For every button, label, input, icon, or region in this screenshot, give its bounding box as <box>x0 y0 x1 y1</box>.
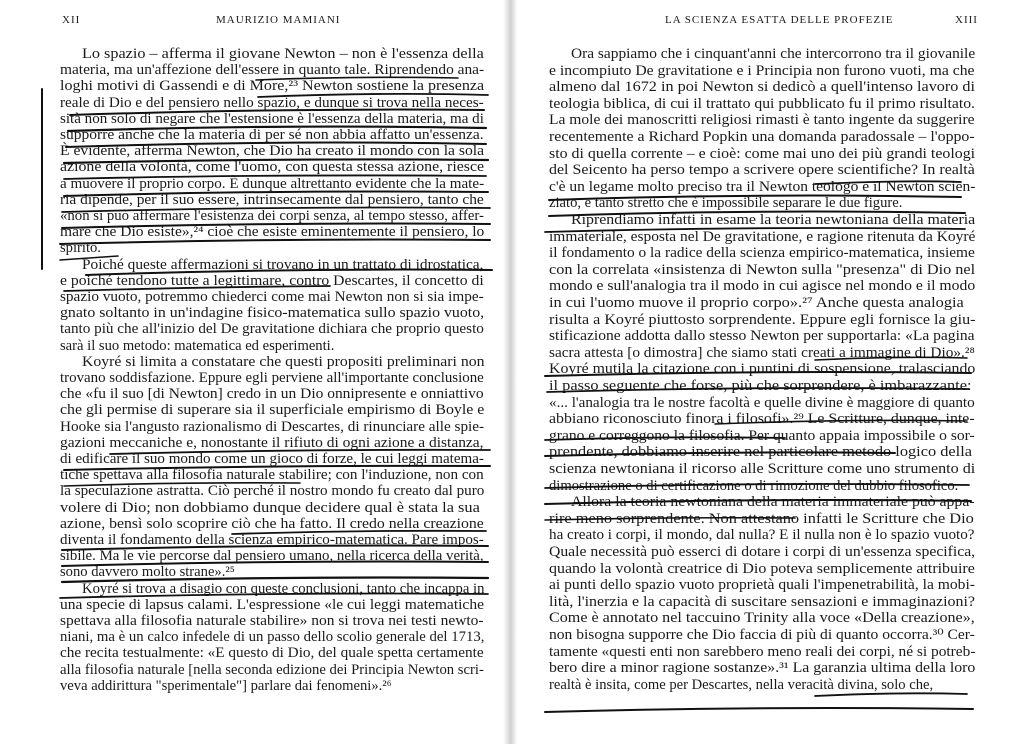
text-line: ha creato i corpi, il mondo, dal nulla? E il nulla non è lo spazio vuoto? <box>549 527 975 544</box>
text-line: sacra attesta [o dimostra] che siamo stati creati a immagine di Dio».²⁸ <box>549 344 975 361</box>
text-line: lità, l'inerzia e la capacità di suscitare sensazioni e immaginazioni? <box>549 593 976 610</box>
text-line: gnato soltanto in un'indagine fisico-matematica sullo spazio vuoto, <box>60 305 485 322</box>
text-line: gazioni meccaniche e, nonostante il rifiuto di ogni azione a distanza, <box>60 434 484 451</box>
text-line: supporre anche che la materia di per sé non abbia affatto un'essenza. <box>60 127 484 143</box>
text-line: sibile. Ma le vie percorse dal pensiero umano, nella ricerca della verità, <box>60 548 484 565</box>
text-line: sto di quella corrente – e cioè: come mai uno dei più grandi teologi <box>549 145 976 162</box>
text-line: mare che Dio esiste»,²⁴ cioè che esiste eminentemente il pensiero, lo <box>60 224 485 241</box>
text-line: alla filosofia naturale [nella seconda edizione dei Principia Newton scri- <box>60 661 484 678</box>
text-line: spettava alla filosofia naturale stabilire» non si trova nei testi newto- <box>60 613 484 629</box>
text-line: almeno dal 1672 in poi Newton si dedicò a quell'intenso lavoro di <box>549 79 976 96</box>
text-line: a muovere il proprio corpo. È dunque altrettanto evidente che la mate- <box>60 175 485 192</box>
text-line: È evidente, afferma Newton, che Dio ha creato il mondo con la sola <box>60 143 485 160</box>
right-running-title: LA SCIENZA ESATTA DELLE PROFEZIE <box>665 14 894 26</box>
text-line: materia, ma un'affezione dell'essere in quanto tale. Riprendendo ana- <box>60 62 485 79</box>
text-line: il passo seguente che forse, più che sorprendere, è imbarazzante: <box>549 378 972 394</box>
text-line: niani, ma è un calco infedele di un passo dello scolio generale del 1713, <box>60 629 485 646</box>
text-line: realtà è insita, come per Descartes, nella veracità divina, solo che, <box>549 676 934 693</box>
text-line: e poiché tendono tutte a legittimare, contro Descartes, il concetto di <box>60 272 484 289</box>
text-line: tamente «questi enti non sarebbero meno reali dei corpi, né si potreb- <box>549 643 976 660</box>
text-line: il fondamento o la radice della scienza empirico-matematica, insieme <box>549 245 975 262</box>
text-line: «... l'analogia tra le nostre facoltà e quelle divine è maggiore di quanto <box>549 394 975 411</box>
text-line: dimostrazione o di certificazione o di rimozione del dubbio filosofico. <box>549 477 959 494</box>
text-line: Koyré mutila la citazione con i puntini di sospensione, tralasciando <box>549 361 976 378</box>
text-line: che gli permise di superare sia il superficiale empirismo di Boyle e <box>60 402 485 419</box>
text-line: mondo e sull'analogia tra il modo in cui agisce nel mondo e il modo <box>549 278 976 295</box>
text-line: La mole dei manoscritti religiosi rimasti è tanto ingente da suggerire <box>549 112 975 129</box>
text-line: «non si può affermare l'esistenza dei corpi senza, al tempo stesso, affer- <box>60 208 484 224</box>
text-line: che recita testualmente: «E questo di Dio, del quale spetta certamente <box>60 645 484 662</box>
right-page-number: XIII <box>955 14 978 26</box>
text-line: Koyré si limita a constatare che questi propositi preliminari non <box>82 353 485 370</box>
text-line: immateriale, esposta nel De gravitatione, e ragione ritenuta da Koyré <box>549 228 976 245</box>
text-line: prendente, dobbiamo inserire nel particolare metodo logico della <box>549 444 973 461</box>
text-line: azione, bensì solo scoprire ciò che ha fatto. Il credo nella creazione <box>60 515 484 532</box>
text-line: Hooke sia l'angusto razionalismo di Descartes, di rinunciare alle spie- <box>60 418 485 435</box>
text-line: bero dire a minor ragione sostanze».³¹ La garanzia ultima della loro <box>549 660 976 677</box>
text-line: sono davvero molto strane».²⁵ <box>60 564 235 581</box>
text-line: loghi motivi di Gassendi e di More,²³ Newton sostiene la presenza <box>60 78 485 95</box>
text-line: e incompiuto De gravitatione e i Principia non furono vuoti, ma che <box>549 62 975 79</box>
text-line: la speculazione astratta. Ciò perché il nostro mondo fu creato dal puro <box>60 483 485 500</box>
text-line: stificazione addotta dallo stesso Newton per supportarla: «La pagina <box>549 328 975 345</box>
margin-pen-mark <box>41 88 43 270</box>
text-line: grano e correggono la filosofia. Per quanto appaia impossibile o sor- <box>549 427 975 444</box>
text-line: Allora la teoria newtoniana della materia immateriale può appa- <box>571 494 975 511</box>
text-line: Quale necessità può esserci di dotare i corpi di un'essenza specifica, <box>549 544 976 560</box>
text-line: trovano soddisfazione. Eppure egli perviene all'importante conclusione <box>60 370 484 386</box>
left-page <box>0 0 505 744</box>
text-line: in cui l'uomo muove il proprio corpo».²⁷ Anche questa analogia <box>549 295 964 311</box>
text-line: del Seicento ha perso tempo a scrivere opere scientifiche? In realtà <box>549 162 975 179</box>
text-line: diventa il fondamento della scienza empirico-matematica. Pare impos- <box>60 532 484 548</box>
text-line: spazio vuoto, potremmo chiederci come mai Newton non si sia impe- <box>60 289 484 305</box>
text-line: non bisogna supporre che Dio faccia di più di quanto occorra.³⁰ Cer- <box>549 627 975 643</box>
text-line: con la correlata «insistenza di Newton sulla "presenza" di Dio nel <box>549 261 976 278</box>
text-line: di edificare il suo mondo come un gioco di forze, le cui leggi matema- <box>60 451 484 467</box>
text-line: Lo spazio – afferma il giovane Newton – non è l'essenza della <box>82 46 484 62</box>
text-line: rire meno sorprendente. Non attestano infatti le Scritture che Dio <box>549 510 974 527</box>
text-line: sarà il suo metodo: matematica ed esperimenti. <box>60 337 335 354</box>
text-line: reale di Dio e del pensiero nello spazio, e dunque si trova nella neces- <box>60 94 484 111</box>
text-line: che «fu il suo [di Newton] credo in un Dio onnipresente e onniattivo <box>60 386 484 403</box>
text-line: volere di Dio; non dobbiamo dunque decidere qual è stata la sua <box>60 499 480 516</box>
text-line: una specie di lapsus calami. L'espressione «le cui leggi matematiche <box>60 596 484 613</box>
text-line: veva addirittura "sperimentale"] parlare dai fenomeni».²⁶ <box>60 677 392 694</box>
text-line: tiche spettava alla filosofia naturale stabilire; con l'induzione, non con <box>60 467 484 484</box>
text-line: abbiano riconosciuto finora i filosofi».²⁹ Le Scritture, dunque, inte- <box>549 411 975 428</box>
text-line: tanto più che all'inizio del De gravitatione dichiara che proprio questo <box>60 321 484 338</box>
left-page-number: XII <box>62 14 81 26</box>
right-page <box>515 0 1020 744</box>
text-line: Come è annotato nel taccuino Trinity alla voce «Della creazione», <box>549 610 975 627</box>
text-line: azione della volontà, come l'uomo, con questa stessa azione, riesce <box>60 159 485 176</box>
text-line: recentemente a Richard Popkin una domanda paradossale – l'oppo- <box>549 129 975 145</box>
text-line: quando la volontà creatrice di Dio poteva semplicemente attribuire <box>549 560 975 577</box>
text-line: Ora sappiamo che i cinquant'anni che intercorrono tra il giovanile <box>571 46 976 62</box>
text-line: Riprendiamo infatti in esame la teoria newtoniana della materia <box>571 212 976 228</box>
text-line: ai punti dello spazio vuoto proprietà quali l'impenetrabilità, la mobi- <box>549 577 975 594</box>
text-line: Koyré si trova a disagio con queste conclusioni, tanto che incappa in <box>82 580 485 597</box>
text-line: sità non solo di negare che l'estensione è l'essenza della materia, ma di <box>60 110 484 127</box>
text-line: Poiché queste affermazioni si trovano in un trattato di idrostatica, <box>82 256 484 273</box>
text-line: c'è un legame molto preciso tra il Newton teologo e il Newton scien- <box>549 178 976 195</box>
text-line: teologia biblica, di cui il trattato qui pubblicato fu il primo risultato. <box>549 95 975 112</box>
text-line: scienza newtoniana il ricorso alle Scritture come uno strumento di <box>549 461 976 477</box>
text-line: ria dipende, per il suo essere, intrinsecamente dal pensiero, tanto che <box>60 191 484 208</box>
text-line: ziato, e tanto stretto che è impossibile separare le due figure. <box>549 195 903 212</box>
text-line: spirito. <box>60 240 101 257</box>
text-line: risulta a Koyré piuttosto sorprendente. Eppure egli fornisce la giu- <box>549 311 976 328</box>
left-running-title: MAURIZIO MAMIANI <box>216 14 341 26</box>
